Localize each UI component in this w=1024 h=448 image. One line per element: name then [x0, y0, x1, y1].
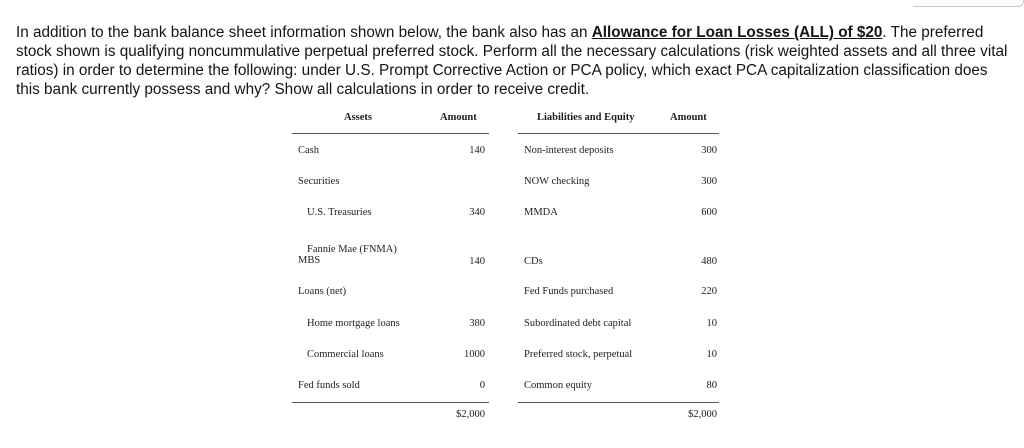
asset-label-loans: Loans (net): [298, 286, 347, 297]
liability-value-preferred-stock: 10: [706, 349, 717, 360]
total-rule-left: [292, 402, 489, 403]
liability-value-fed-funds-purchased: 220: [701, 286, 717, 297]
asset-label-fed-funds-sold: Fed funds sold: [298, 380, 360, 391]
liability-value-now: 300: [701, 176, 717, 187]
header-rule-right: [518, 133, 719, 134]
amount-header-right: Amount: [670, 112, 707, 123]
total-liabilities-equity: $2,000: [688, 409, 717, 420]
asset-label-home-mortgage: Home mortgage loans: [307, 318, 400, 329]
total-rule-right: [518, 402, 719, 403]
asset-label-cash: Cash: [298, 145, 319, 156]
asset-label-fnma: Fannie Mae (FNMA): [307, 244, 397, 255]
asset-value-cash: 140: [469, 145, 485, 156]
liability-value-noninterest: 300: [701, 145, 717, 156]
asset-value-treasuries: 340: [469, 207, 485, 218]
asset-value-fnma-mbs: 140: [469, 256, 485, 267]
header-rule-left: [292, 133, 489, 134]
question-part-2: . The preferred stock shown is qualifying noncummulative perpetual preferred stock. Perform all the necessary calculations (risk weighted assets and all three vital ratios) in order to determine the following: under U.S. Prompt Corrective Action or PCA policy, which exact PCA capitalization classification does this bank currently possess and why? Show all calculations in order to receive credit.: [16, 24, 1008, 99]
liability-value-common-equity: 80: [706, 380, 717, 391]
liability-value-subordinated-debt: 10: [706, 318, 717, 329]
liability-label-preferred-stock: Preferred stock, perpetual: [524, 349, 633, 360]
liability-value-mmda: 600: [701, 207, 717, 218]
asset-value-fed-funds-sold: 0: [479, 380, 485, 391]
assets-header: Assets: [344, 112, 372, 123]
allowance-highlight: Allowance for Loan Losses (ALL) of $20: [591, 24, 883, 42]
liability-label-subordinated-debt: Subordinated debt capital: [524, 318, 632, 329]
asset-value-commercial: 1000: [464, 349, 485, 360]
amount-header-left: Amount: [440, 112, 477, 123]
asset-label-mbs: MBS: [298, 255, 321, 266]
liability-label-now: NOW checking: [524, 176, 590, 187]
liability-label-cds: CDs: [524, 256, 543, 267]
liability-label-fed-funds-purchased: Fed Funds purchased: [524, 286, 614, 297]
asset-value-home-mortgage: 380: [469, 318, 485, 329]
liability-label-common-equity: Common equity: [524, 380, 592, 391]
question-part-1: In addition to the bank balance sheet information shown below, the bank also has an: [16, 24, 592, 42]
liability-value-cds: 480: [701, 256, 717, 267]
asset-label-treasuries: U.S. Treasuries: [307, 207, 372, 218]
liabilities-header: Liabilities and Equity: [537, 112, 635, 123]
liability-label-noninterest: Non-interest deposits: [524, 145, 614, 156]
asset-label-commercial: Commercial loans: [307, 349, 384, 360]
asset-label-securities: Securities: [298, 176, 340, 187]
total-assets: $2,000: [456, 409, 485, 420]
liability-label-mmda: MMDA: [524, 207, 558, 218]
